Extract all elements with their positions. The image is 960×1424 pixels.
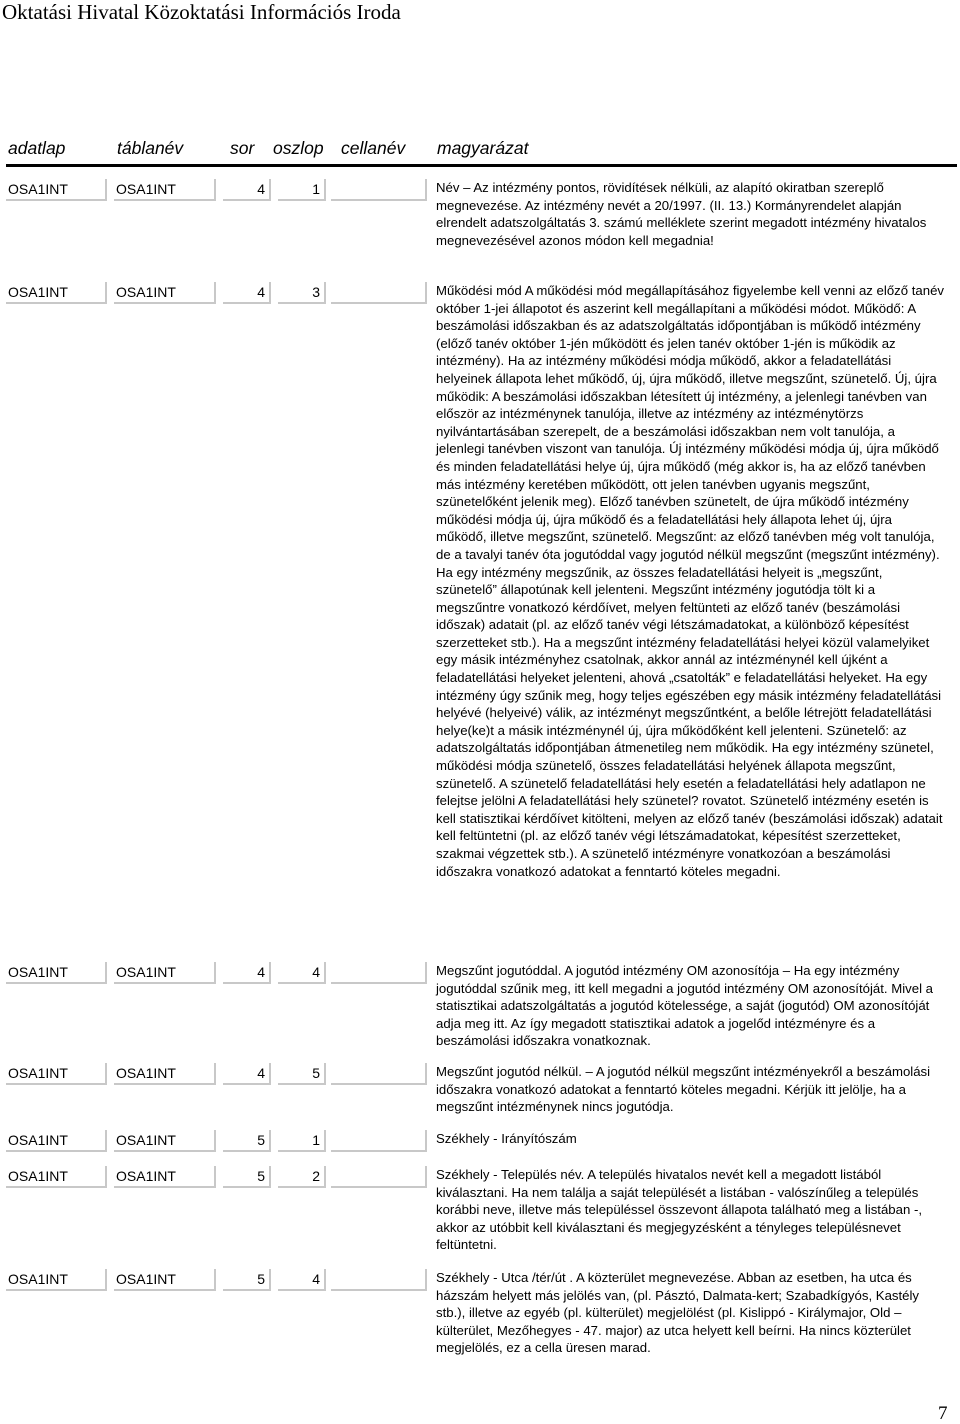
explanation-text: Név – Az intézmény pontos, rövidítések nélküli, az alapító okiratban szereplő megnevezése. Az intézmény nevét a 20/1997. (II. 13.) Kormányrendelet alapján elrendelt adatszolgáltatás 3. számú melléklete szerint megadott intézmény hivatalos megnevezésével azonos módon kell megadnia! xyxy=(436,180,927,248)
oszlop-cell: 3 xyxy=(278,282,326,304)
adatlap-cell: OSA1INT xyxy=(6,1063,107,1085)
explanation-text: Székhely - Település név. A település hivatalos nevét kell a megadott listából kiválasztani. Ha nem találja a saját települését a listában - valószínűleg a település korábbi neve, illetve más településsel összevont állapota található meg a listában -, akkor az utóbbit kell kiválasztani és megjegyzésként a tényleges településnevet feltüntetni. xyxy=(436,1167,923,1253)
cellanev-cell xyxy=(331,1130,427,1152)
cellanev-cell xyxy=(331,1063,427,1085)
tablanev-cell: OSA1INT xyxy=(114,1269,216,1291)
oszlop-cell: 4 xyxy=(278,962,326,984)
sor-cell: 4 xyxy=(223,1063,271,1085)
sor-cell: 5 xyxy=(223,1269,271,1291)
cellanev-cell xyxy=(331,282,427,304)
header-magyarazat: magyarázat xyxy=(437,138,529,158)
sor-cell: 4 xyxy=(223,962,271,984)
header-sor: sor xyxy=(230,138,255,158)
tablanev-cell: OSA1INT xyxy=(114,1166,216,1188)
header-adatlap: adatlap xyxy=(8,138,66,158)
explanation-text: Működési mód A működési mód megállapításához figyelembe kell venni az előző tanév október 1-jei állapotot és aszerint kell megállapítani a működési módot. Működő: A beszámolási időszakban és az adatszolgáltatás időpontjában is működő intézmény (előző tanév október 1-jén működött és jelen tanév október 1-jén is működik az intézmény). Ha az intézmény működési módja működő, akkor a feladatellátási helyeinek állapota lehet működő, új, újra működő, illetve megszűnt, szünetelő. Új, újra működik: A beszámolási időszakban létesített új intézmény, a jelenlegi tanévben van először az intézménynek tanulója, illetve az intézmény az intézménytörzs nyilvántartásában szerepelt, de a beszámolási időszakban nem volt tanulója, a jelenlegi tanévben viszont van tanulója. Új intézmény működési módja új, újra működő és minden feladatellátási helye új, újra működő (még akkor is, ha az előző tanévben más intézmény keretében működött, ott jelen tanévben ugyanis megszűnt, szünetelőként jelenik meg). Előző tanévben szünetelt, de újra működő intézmény működési módja új, újra működő és a feladatellátási hely állapota lehet új, újra működő, illetve megszűnt, szünetelő. Megszűnt: az előző tanévben még volt tanulója, de a tavalyi tanév óta jogutóddal vagy jogutód nélkül megszűnt (megszűnt intézmény). Ha egy intézmény megszűnik, az összes feladatellátási helyeit is „megszűnt, szünetelő” állapotúnak kell jelenteni. Megszűnt intézmény jogutódja tölt ki a megszűntre vonatkozó kérdőívet, melyen feltünteti az előző tanév (beszámolási időszak) adatait (pl. az előző tanév végi létszámadatokat, a különböző képesítést szerzetteket stb.). Ha a megszűnt intézmény feladatellátási helyei közül valamelyiket egy másik intézményhez csatolnak, akkor annál az intézménynél kell újként a feladatellátási helyeket jelenteni, ahová „csatolták” e feladatellátási helyeket. Ha egy intézmény úgy szűnik meg, hogy teljes egészében egy másik intézmény feladatellátási helyévé (helyeivé) válik, az intézményt megszűntként, a belőle létrejött feladatellátási helye(ke)t a másik intézménynél új, újra működőként kell jelenteni. Szünetelő: az adatszolgáltatás időpontjában átmenetileg nem működik. Ha egy intézmény szünetel, működési módja szünetelő, összes feladatellátási helyének állapota megszűnt, szünetelő. A szünetelő feladatellátási hely esetén a feladatellátási hely adatlapon ne felejtse jelölni A feladatellátási hely szünetel? rovatot. Szünetelő intézmény esetén is kell statisztikai kérdőívet kitölteni, melyen az előző tanév (beszámolási időszak) adatait kell feltüntetni (pl. az előző tanév végi létszámadatokat, képesítést szerzetteket, szakmai végzettek stb.). A szünetelő intézményre vonatkozóan a beszámolási időszakra vonatkozó adatokat a fenntartó köteles megadni. xyxy=(436,283,945,879)
adatlap-cell: OSA1INT xyxy=(6,1166,107,1188)
page-number: 7 xyxy=(938,1403,948,1424)
sor-cell: 4 xyxy=(223,179,271,201)
tablanev-cell: OSA1INT xyxy=(114,962,216,984)
tablanev-cell: OSA1INT xyxy=(114,1063,216,1085)
oszlop-cell: 2 xyxy=(278,1166,326,1188)
table-header xyxy=(0,138,960,164)
adatlap-cell: OSA1INT xyxy=(6,282,107,304)
page-title: Oktatási Hivatal Közoktatási Információs Iroda xyxy=(2,0,401,24)
oszlop-cell: 1 xyxy=(278,179,326,201)
header-oszlop: oszlop xyxy=(273,138,324,158)
adatlap-cell: OSA1INT xyxy=(6,1130,107,1152)
sor-cell: 5 xyxy=(223,1166,271,1188)
cellanev-cell xyxy=(331,1269,427,1291)
tablanev-cell: OSA1INT xyxy=(114,282,216,304)
cellanev-cell xyxy=(331,179,427,201)
oszlop-cell: 4 xyxy=(278,1269,326,1291)
sor-cell: 4 xyxy=(223,282,271,304)
cellanev-cell xyxy=(331,1166,427,1188)
header-cellanev: cellanév xyxy=(341,138,406,158)
explanation-text: Megszűnt jogutóddal. A jogutód intézmény OM azonosítója – Ha egy intézmény jogutóddal szűnik meg, itt kell megadni a jogutód intézmény OM azonosítóját. Mivel a statisztikai adatszolgáltatás a jogutód kötelessége, a saját (jogutód) OM azonosítóját adja meg itt. Az így megadott statisztikai adatok a jogelőd intézményre és a beszámolási időszakra vonatkoznak. xyxy=(436,963,933,1049)
adatlap-cell: OSA1INT xyxy=(6,1269,107,1291)
adatlap-cell: OSA1INT xyxy=(6,962,107,984)
header-divider xyxy=(6,164,957,167)
explanation-text: Megszűnt jogutód nélkül. – A jogutód nélkül megszűnt intézményekről a beszámolási időszakra vonatkozó adatokat a fenntartó köteles megadni. Kérjük itt jelölje, ha a megszűnt intézménynek nincs jogutódja. xyxy=(436,1064,931,1115)
oszlop-cell: 5 xyxy=(278,1063,326,1085)
explanation-text: Székhely - Utca /tér/út . A közterület megnevezése. Abban az esetben, ha utca és házszám helyett más jelölés van, (pl. Pásztó, Dalmata-kert; Szabadkígyós, Kastély stb.), illetve az egyéb (pl. külterület) megjelölést (pl. Kislippó - Királymajor, Old – külterület, Mezőhegyes - 47. major) az utca helyett kell beírni. Ha nincs közterület megjelölés, ez a cella üresen marad. xyxy=(436,1270,920,1356)
cellanev-cell xyxy=(331,962,427,984)
oszlop-cell: 1 xyxy=(278,1130,326,1152)
adatlap-cell: OSA1INT xyxy=(6,179,107,201)
header-tablanev: táblanév xyxy=(117,138,184,158)
tablanev-cell: OSA1INT xyxy=(114,1130,216,1152)
explanation-text: Székhely - Irányítószám xyxy=(436,1131,577,1146)
tablanev-cell: OSA1INT xyxy=(114,179,216,201)
sor-cell: 5 xyxy=(223,1130,271,1152)
